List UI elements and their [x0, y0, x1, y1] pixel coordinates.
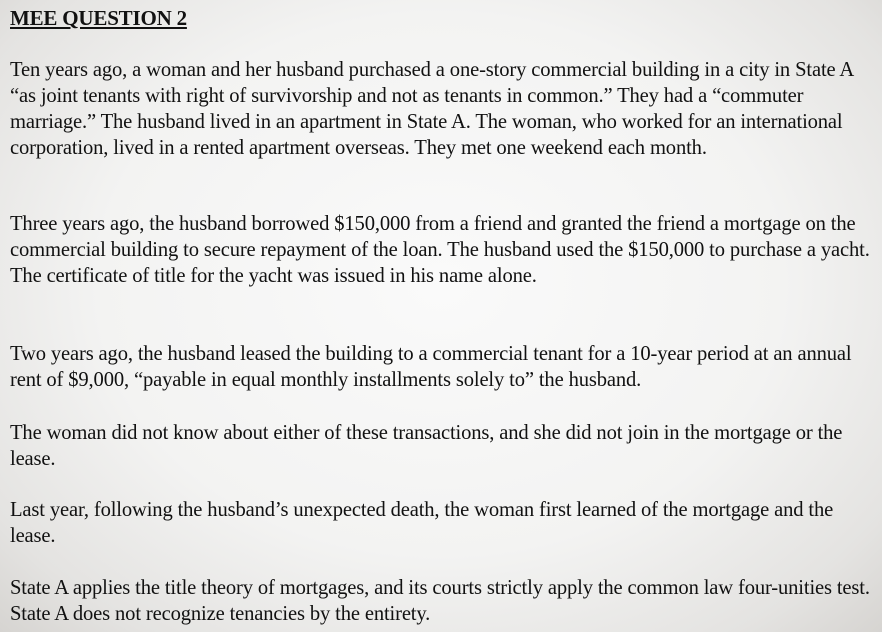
paragraph-5: Last year, following the husband’s unexpected death, the woman first learned of the mortgage and the lease. — [10, 499, 834, 547]
paragraph-2: Three years ago, the husband borrowed $150,000 from a friend and granted the friend a mortgage on the commercial building to secure repayment of the loan. The husband used the $150,000 to purchase a yacht. The certificate of title for the yacht was issued in his name alone. — [10, 213, 870, 287]
paragraph-6: State A applies the title theory of mortgages, and its courts strictly apply the common law four-unities test. State A does not recognize tenancies by the entirety. — [10, 577, 870, 625]
title-container — [10, 3, 187, 33]
paragraph-4: The woman did not know about either of these transactions, and she did not join in the mortgage or the lease. — [10, 422, 843, 470]
paragraph-3: Two years ago, the husband leased the building to a commercial tenant for a 10-year period at an annual rent of $9,000, “payable in equal monthly installments solely to” the husband. — [10, 343, 852, 391]
paragraph-1: Ten years ago, a woman and her husband purchased a one-story commercial building in a city in State A “as joint tenants with right of survivorship and not as tenants in common.” They had a “commuter marriage.” The husband lived in an apartment in State A. The woman, who worked for an international corporation, lived in a rented apartment overseas. They met one weekend each month. — [10, 59, 853, 159]
document-title: MEE QUESTION 2 — [10, 6, 187, 30]
